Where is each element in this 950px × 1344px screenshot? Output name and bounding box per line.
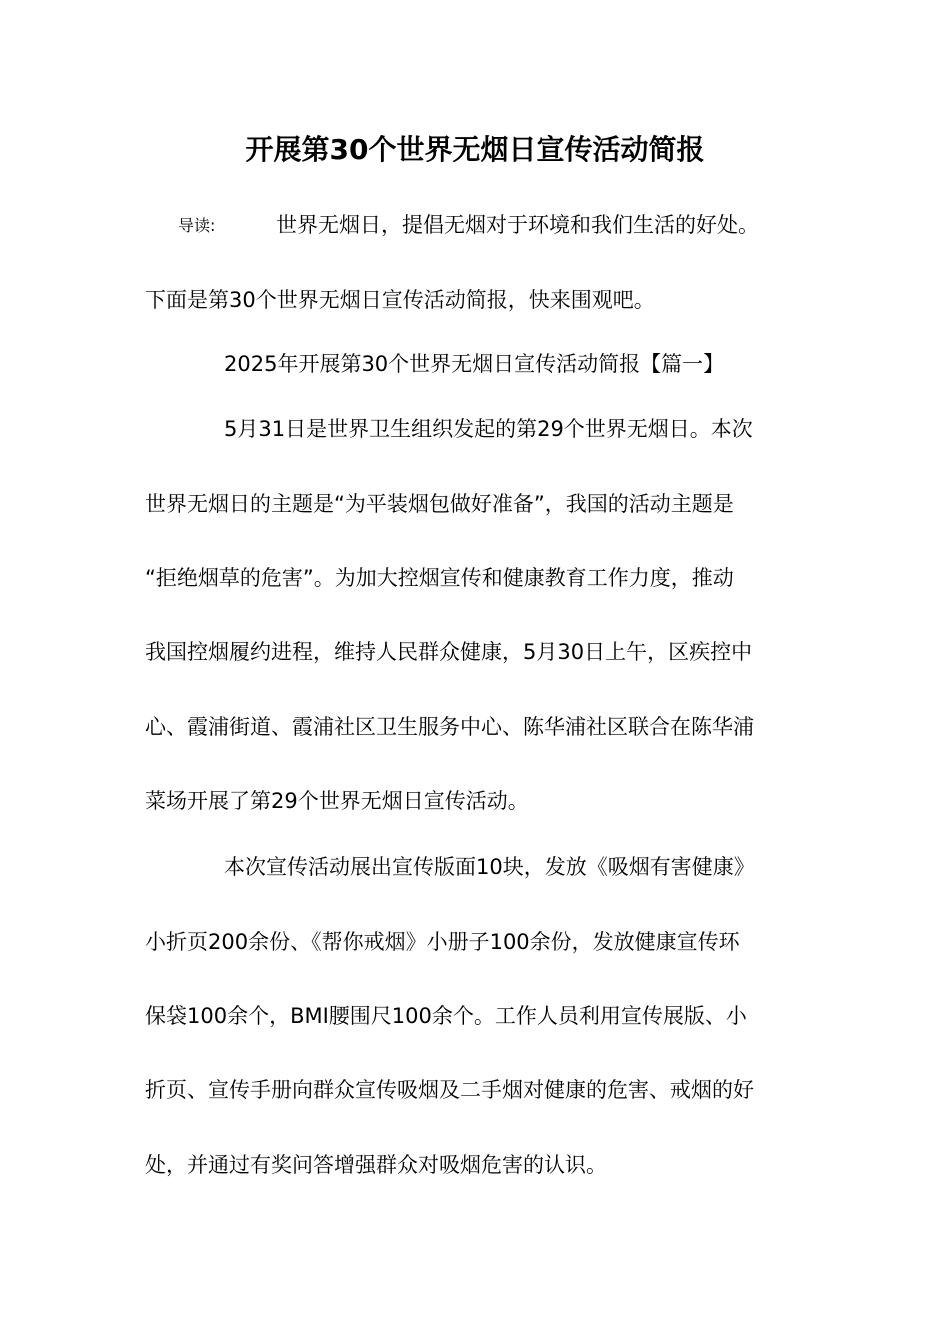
paragraph-line: 折页、宣传手册向群众宣传吸烟及二手烟对健康的危害、戒烟的好: [145, 1078, 754, 1102]
paragraph-line: “拒绝烟草的危害”。为加大控烟宣传和健康教育工作力度，推动: [145, 566, 734, 590]
paragraph-line: 世界无烟日的主题是“为平装烟包做好准备”，我国的活动主题是: [145, 492, 734, 516]
paragraph-line: 保袋100余个，BMI腰围尺100余个。工作人员利用宣传展版、小: [145, 1004, 747, 1028]
section-heading: 2025年开展第30个世界无烟日宣传活动简报【篇一】: [224, 352, 725, 376]
paragraph-line: 菜场开展了第29个世界无烟日宣传活动。: [145, 789, 529, 813]
paragraph-line: 小折页200余份、《帮你戒烟》小册子100余份，发放健康宣传环: [145, 930, 740, 954]
paragraph-line: 心、霞浦街道、霞浦社区卫生服务中心、陈华浦社区联合在陈华浦: [145, 715, 754, 739]
paragraph-line: 我国控烟履约进程，维持人民群众健康，5月30日上午，区疾控中: [145, 640, 753, 664]
intro-line: 下面是第30个世界无烟日宣传活动简报，快来围观吧。: [145, 288, 655, 312]
intro-label: 导读:: [178, 216, 216, 235]
document-title: 开展第30个世界无烟日宣传活动简报: [245, 133, 705, 166]
intro-line: 世界无烟日，提倡无烟对于环境和我们生活的好处。: [276, 213, 759, 237]
paragraph-line: 本次宣传活动展出宣传版面10块，发放《吸烟有害健康》: [224, 855, 755, 879]
paragraph-line: 5月31日是世界卫生组织发起的第29个世界无烟日。本次: [224, 417, 753, 441]
paragraph-line: 处，并通过有奖问答增强群众对吸烟危害的认识。: [145, 1153, 607, 1177]
